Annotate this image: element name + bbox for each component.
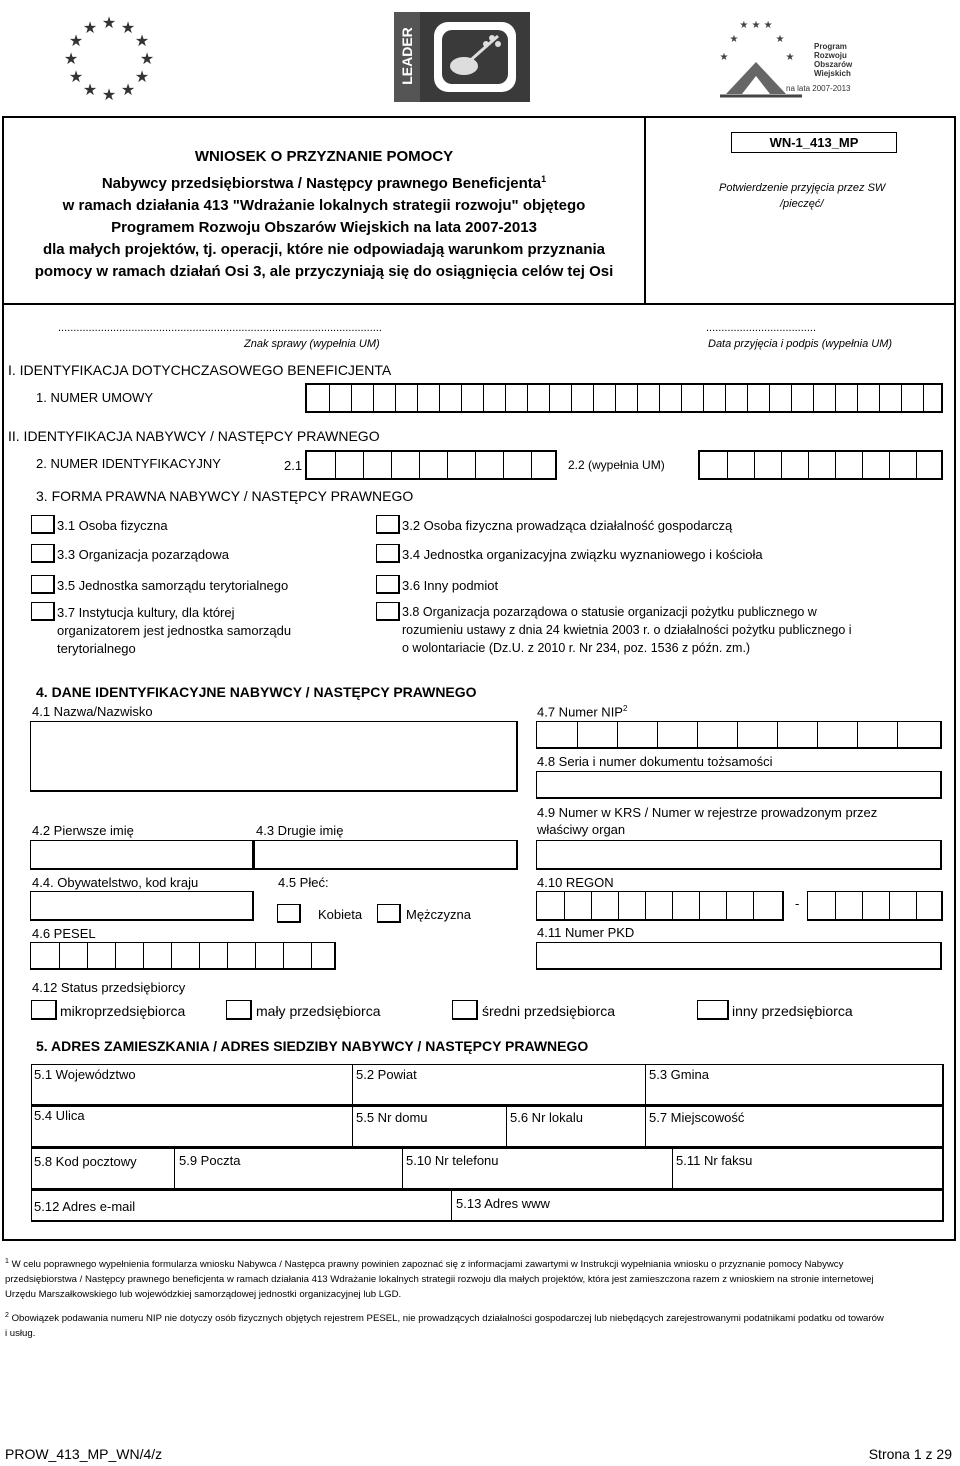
id-document-field[interactable] [536, 771, 942, 799]
title-line-4: Programem Rozwoju Obszarów Wiejskich na lata 2007-2013 [111, 219, 537, 236]
address-divider [174, 1148, 175, 1190]
title-line-2: Nabywcy przedsiębiorstwa / Następcy prawnego Beneficjenta [101, 175, 542, 192]
svg-text:★: ★ [719, 52, 729, 63]
f42-label: 4.2 Pierwsze imię [32, 823, 134, 838]
checkbox-3-1[interactable] [31, 515, 55, 534]
address-divider [645, 1064, 646, 1106]
f44-label: 4.4. Obywatelstwo, kod kraju [32, 875, 199, 890]
f41-label: 4.1 Nazwa/Nazwisko [32, 704, 153, 719]
gender-male-checkbox[interactable] [377, 904, 401, 923]
identification-number-label: 2. NUMER IDENTYFIKACYJNY [36, 456, 221, 471]
page-number: Strona 1 z 29 [868, 1446, 952, 1462]
f57-label[interactable]: 5.7 Miejscowość [649, 1110, 745, 1125]
confirm-label: Potwierdzenie przyjęcia przez SW [719, 182, 886, 194]
svg-text:★: ★ [120, 80, 136, 99]
f55-label[interactable]: 5.5 Nr domu [356, 1110, 428, 1125]
f512-label[interactable]: 5.12 Adres e-mail [34, 1199, 136, 1214]
option-3-2-label: 3.2 Osoba fizyczna prowadząca działalność gospodarczą [402, 518, 733, 533]
option-3-7-label-3: terytorialnego [57, 641, 136, 656]
prow-logo [706, 12, 866, 102]
leader-logo [394, 12, 530, 102]
f513-label[interactable]: 5.13 Adres www [456, 1196, 550, 1211]
prow-logo-line: Wiejskich [814, 69, 851, 78]
address-divider [352, 1064, 353, 1106]
address-divider [451, 1190, 452, 1222]
prow-logo-line: Rozwoju [814, 51, 847, 60]
id-21-field[interactable] [305, 450, 557, 480]
svg-text:★: ★ [68, 31, 84, 50]
prow-logo-line: Obszarów [814, 60, 853, 69]
prow-logo-line: Program [814, 42, 847, 51]
address-divider [402, 1148, 403, 1190]
status-medium-label: średni przedsiębiorca [482, 1003, 616, 1019]
pkd-field[interactable] [536, 942, 942, 970]
option-3-1-label: 3.1 Osoba fizyczna [57, 518, 168, 533]
f58-label[interactable]: 5.8 Kod pocztowy [34, 1154, 137, 1169]
f47-label: 4.7 Numer NIP [537, 704, 623, 720]
footnote-1-line-1 [5, 1254, 953, 1272]
option-3-6-label: 3.6 Inny podmiot [402, 578, 499, 593]
title-line-1: WNIOSEK O PRZYZNANIE POMOCY [194, 148, 454, 165]
prow-logo-years: na lata 2007-2013 [786, 84, 851, 93]
checkbox-3-4[interactable] [376, 544, 400, 563]
f53-label[interactable]: 5.3 Gmina [649, 1067, 709, 1082]
svg-text:★: ★ [775, 34, 785, 45]
svg-text:★: ★ [82, 80, 98, 99]
receipt-date-dots: .................................... [706, 322, 817, 334]
section-2-title: II. IDENTYFIKACJA NABYWCY / NASTĘPCY PRAWNEGO [8, 428, 380, 444]
address-divider [645, 1106, 646, 1148]
footnotes [5, 1254, 953, 1341]
checkbox-3-5[interactable] [31, 575, 55, 594]
svg-text:★: ★ [785, 52, 795, 63]
f51-label[interactable]: 5.1 Województwo [34, 1067, 136, 1082]
first-name-field[interactable] [30, 840, 254, 870]
svg-text:★: ★ [68, 67, 84, 86]
checkbox-3-6[interactable] [376, 575, 400, 594]
option-3-7-label-2: organizatorem jest jednostka samorządu [57, 623, 292, 638]
section-5-title: 5. ADRES ZAMIESZKANIA / ADRES SIEDZIBY NABYWCY / NASTĘPCY PRAWNEGO [36, 1038, 589, 1054]
id-22-field[interactable] [698, 450, 943, 480]
regon-suffix-field[interactable] [807, 891, 943, 921]
leader-logo-text: LEADER [399, 27, 415, 85]
address-divider [672, 1148, 673, 1190]
option-3-8-label-1: 3.8 Organizacja pozarządowa o statusie organizacji pożytku publicznego w [402, 605, 817, 619]
footnote-1-number: 1 [5, 1258, 9, 1265]
case-number-dots: .......................................................................................................... [58, 322, 382, 334]
f410-label: 4.10 REGON [537, 875, 614, 890]
citizenship-field[interactable] [30, 891, 254, 921]
f411-label: 4.11 Numer PKD [537, 925, 635, 940]
regon-dash: - [795, 896, 800, 911]
address-divider [352, 1106, 353, 1148]
contract-number-field[interactable] [305, 383, 943, 413]
f49-label-2: właściwy organ [537, 822, 626, 837]
gender-female-checkbox[interactable] [277, 904, 301, 923]
status-medium-checkbox[interactable] [452, 1000, 478, 1020]
footnote-1-line-2: przedsiębiorstwa / Następcy prawnego beneficjenta w ramach działania 413 Wdrażanie lokalnych strategii rozwoju dla małych projektów, która jest zamieszczona razem z wnioskiem na stronie internetowej [5, 1274, 874, 1286]
f47-wrap [537, 704, 627, 719]
status-small-label: mały przedsiębiorca [256, 1003, 381, 1019]
section-4-title: 4. DANE IDENTYFIKACYJNE NABYWCY / NASTĘPCY PRAWNEGO [36, 684, 477, 700]
checkbox-3-7[interactable] [31, 602, 55, 621]
title-line-3: w ramach działania 413 "Wdrażanie lokalnych strategii rozwoju" objętego [62, 197, 586, 214]
status-small-checkbox[interactable] [226, 1000, 252, 1020]
title-divider-horizontal [2, 303, 956, 305]
footnote-2-text: Obowiązek podawania numeru NIP nie dotyczy osób fizycznych objętych rejestrem PESEL, nie prowadzących działalności gospodarczej lub niebędących zarejestrowanymi podatnikami podatku od towarów [11, 1313, 884, 1325]
status-micro-checkbox[interactable] [31, 1000, 57, 1020]
f46-label: 4.6 PESEL [32, 926, 96, 941]
footnote-2-number: 2 [5, 1312, 9, 1320]
form-title [4, 146, 644, 283]
pesel-field[interactable] [30, 942, 336, 970]
option-3-8-label-3: o wolontariacie (Dz.U. z 2010 r. Nr 234, poz. 1536 z późn. zm.) [402, 641, 751, 655]
receipt-date-label: Data przyjęcia i podpis (wypełnia UM) [708, 338, 893, 350]
gender-male-label: Mężczyzna [406, 907, 472, 922]
title-line-2-wrap [4, 168, 644, 195]
svg-text:★: ★ [63, 49, 79, 68]
section-3-title: 3. FORMA PRAWNA NABYWCY / NASTĘPCY PRAWNEGO [36, 488, 414, 504]
footnote-ref-1: 1 [541, 174, 547, 184]
contract-number-label: 1. NUMER UMOWY [36, 390, 153, 405]
id-21-label: 2.1 [284, 458, 303, 473]
address-row-1 [31, 1064, 944, 1106]
title-line-6: pomocy w ramach działań Osi 3, ale przyczyniają się do osiągnięcia celów tej Osi [34, 263, 614, 280]
status-other-checkbox[interactable] [697, 1000, 729, 1020]
f45-label: 4.5 Płeć: [278, 875, 329, 890]
confirm-stamp-label: /pieczęć/ [780, 198, 824, 210]
svg-text:★: ★ [120, 18, 136, 37]
title-line-5: dla małych projektów, tj. operacji, które nie odpowiadają warunkom przyznania [42, 241, 606, 258]
checkbox-3-8[interactable] [376, 602, 400, 621]
f48-label: 4.8 Seria i numer dokumentu tożsamości [537, 754, 773, 769]
svg-text:★: ★ [82, 18, 98, 37]
svg-text:★ ★ ★: ★ ★ ★ [739, 20, 773, 31]
nip-field[interactable] [536, 721, 942, 749]
section-1-title: I. IDENTYFIKACJA DOTYCHCZASOWEGO BENEFICJENTA [8, 362, 392, 378]
footnote-1-text: W celu poprawnego wypełnienia formularza wniosku Nabywca / Następca prawny powinien zapoznać się z informacjami zawartymi w Instrukcji wypełniania wniosku o przyznanie pomocy Nabywcy [11, 1259, 844, 1271]
status-micro-label: mikroprzedsiębiorca [60, 1003, 186, 1019]
f49-label-1: 4.9 Numer w KRS / Numer w rejestrze prowadzonym przez [537, 805, 878, 820]
option-3-5-label: 3.5 Jednostka samorządu terytorialnego [57, 578, 289, 593]
f412-label: 4.12 Status przedsiębiorcy [32, 980, 186, 995]
krs-field[interactable] [536, 840, 942, 870]
svg-text:★: ★ [139, 49, 155, 68]
svg-text:★: ★ [134, 67, 150, 86]
f56-label[interactable]: 5.6 Nr lokalu [510, 1110, 583, 1125]
checkbox-3-3[interactable] [31, 544, 55, 563]
checkbox-3-2[interactable] [376, 515, 400, 534]
status-other-label: inny przedsiębiorca [732, 1003, 853, 1019]
option-3-4-label: 3.4 Jednostka organizacyjna związku wyznaniowego i kościoła [402, 547, 763, 562]
id-22-label: 2.2 (wypełnia UM) [568, 458, 665, 472]
document-code: PROW_413_MP_WN/4/z [5, 1446, 163, 1462]
option-3-7-label-1: 3.7 Instytucja kultury, dla której [57, 605, 235, 620]
regon-field[interactable] [536, 891, 784, 921]
footnote-ref-2: 2 [622, 704, 628, 713]
gender-female-label: Kobieta [318, 907, 363, 922]
case-number-label: Znak sprawy (wypełnia UM) [244, 338, 380, 350]
footnote-2-line-2: i usług. [5, 1328, 36, 1340]
svg-text:★: ★ [101, 13, 117, 32]
f54-label[interactable]: 5.4 Ulica [34, 1108, 85, 1123]
f59-label[interactable]: 5.9 Poczta [179, 1153, 241, 1168]
second-name-field[interactable] [254, 840, 518, 870]
f510-label[interactable]: 5.10 Nr telefonu [406, 1153, 499, 1168]
f52-label[interactable]: 5.2 Powiat [356, 1067, 417, 1082]
footnote-1-line-3: Urzędu Marszałkowskiego lub wojewódzkiej samorządowej jednostki organizacyjnej lub LGD. [5, 1289, 402, 1301]
form-code: WN-1_413_MP [731, 132, 897, 153]
footnote-2-line-1 [5, 1308, 953, 1326]
svg-text:★: ★ [101, 85, 117, 102]
svg-text:★: ★ [134, 31, 150, 50]
address-divider [506, 1106, 507, 1148]
svg-text:★: ★ [729, 34, 739, 45]
title-divider-vertical [644, 116, 646, 304]
option-3-8-label-2: rozumieniu ustawy z dnia 24 kwietnia 2003 r. o działalności pożytku publicznego i [402, 623, 852, 637]
eu-flag-logo [48, 8, 170, 102]
f511-label[interactable]: 5.11 Nr faksu [676, 1153, 753, 1168]
name-field[interactable] [30, 721, 518, 792]
option-3-3-label: 3.3 Organizacja pozarządowa [57, 547, 229, 562]
f43-label: 4.3 Drugie imię [256, 823, 344, 838]
address-row-2 [31, 1106, 944, 1148]
